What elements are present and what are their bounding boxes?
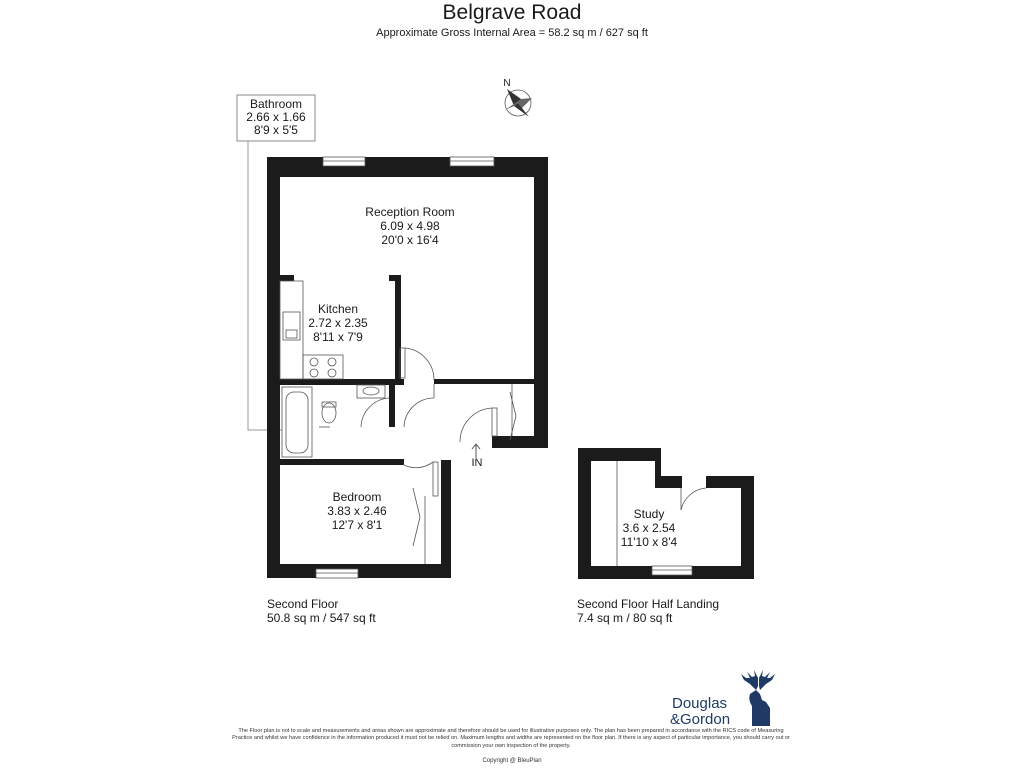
disclaimer-text: The Floor plan is not to scale and measurements and areas shown are approximate and therefore should be used for illustrative purposes only. The plan has been prepared in accordance with the RICS code of Measuring Practice and whilst we have confidence in the information produced it must not be relied on. Maximum lengths and widths are represented on the floor plan. If there is any aspect of particular importance, you should carry out or commission your own inspection of the property.: [232, 728, 790, 749]
bedroom-metric: 3.83 x 2.46: [327, 504, 387, 518]
compass-icon: [503, 78, 532, 117]
study-name: Study: [633, 507, 665, 521]
reception-name: Reception Room: [365, 205, 455, 219]
reception-room-label: [365, 205, 454, 247]
study-metric: 3.6 x 2.54: [622, 521, 676, 535]
half-landing-name: Second Floor Half Landing: [577, 597, 720, 611]
bathroom-imperial: 8'9 x 5'5: [254, 123, 298, 137]
reception-imperial: 20'0 x 16'4: [381, 233, 439, 247]
page-title: Belgrave Road: [442, 1, 582, 24]
kitchen-name: Kitchen: [317, 302, 359, 316]
half-landing-plan: [578, 448, 754, 579]
entrance-label: IN: [471, 457, 483, 469]
kitchen-imperial: 8'11 x 7'9: [313, 330, 363, 344]
stag-icon: [741, 670, 775, 726]
half-landing-area: 7.4 sq m / 80 sq ft: [577, 611, 673, 625]
brand-logo: [670, 670, 775, 728]
reception-metric: 6.09 x 4.98: [380, 219, 440, 233]
copyright-text: Copyright @ BleuPlan: [482, 758, 542, 764]
gross-area-subtitle: Approximate Gross Internal Area = 58.2 sq m / 627 sq ft: [376, 27, 648, 39]
kitchen-label: [308, 302, 368, 344]
bathroom-metric: 2.66 x 1.66: [246, 110, 306, 124]
study-label: [621, 507, 678, 549]
second-floor-area: 50.8 sq m / 547 sq ft: [267, 611, 376, 625]
entrance-arrow-icon: [472, 444, 480, 458]
bedroom-imperial: 12'7 x 8'1: [331, 518, 383, 532]
hall-doors: [404, 384, 516, 564]
brand-line-2: &Gordon: [670, 711, 731, 728]
compass-north-label: N: [503, 78, 511, 89]
second-floor-name: Second Floor: [267, 597, 339, 611]
bathroom-fixtures: [282, 385, 389, 457]
bedroom-label: [327, 490, 387, 532]
bedroom-name: Bedroom: [332, 490, 382, 504]
bathroom-name: Bathroom: [249, 97, 303, 111]
brand-line-1: Douglas: [672, 695, 728, 712]
study-imperial: 11'10 x 8'4: [620, 535, 678, 549]
kitchen-metric: 2.72 x 2.35: [308, 316, 368, 330]
